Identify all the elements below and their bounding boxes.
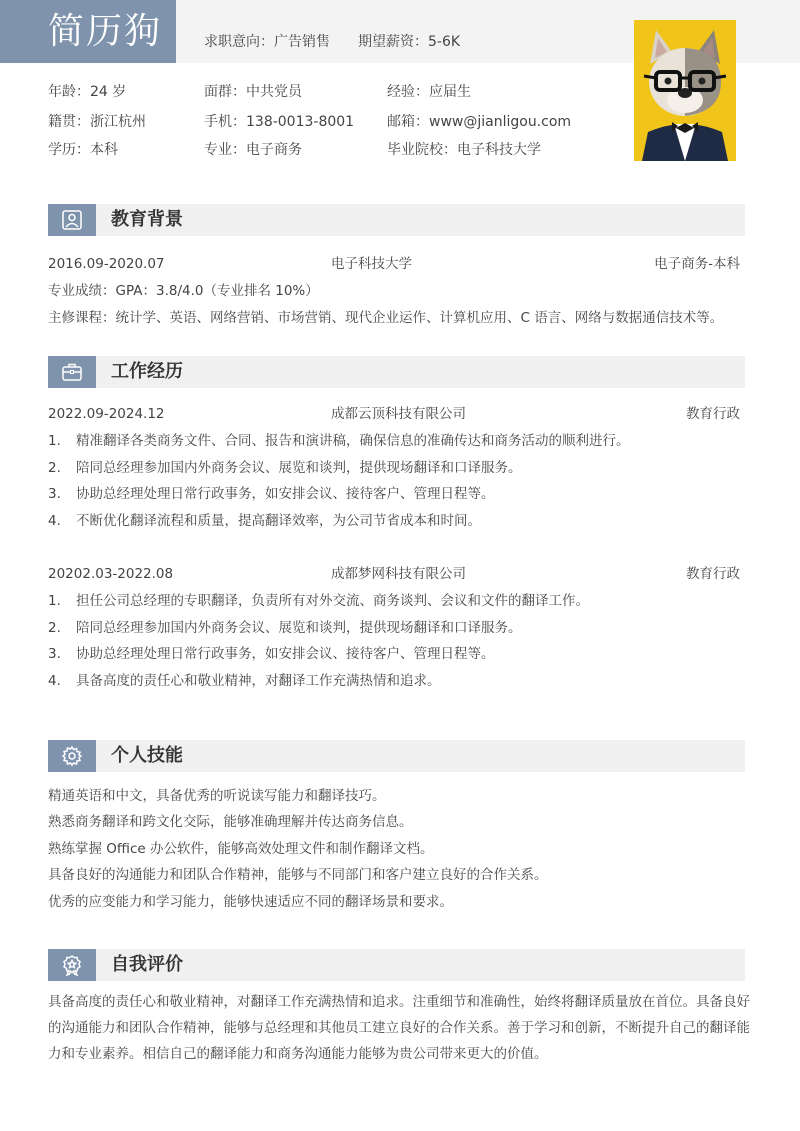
skill-item: 精通英语和中文，具备优秀的听说读写能力和翻译技巧。 — [48, 788, 386, 804]
education-major: 电子商务-本科 — [654, 256, 740, 272]
info-degree: 学历：本科 — [48, 142, 118, 158]
job-row — [48, 404, 745, 424]
education-row — [48, 254, 745, 274]
job-duty: 1. 担任公司总经理的专职翻译，负责所有对外交流、商务谈判、会议和文件的翻译工作。 — [48, 593, 589, 609]
expected-salary: 期望薪资：5-6K — [358, 34, 461, 50]
job-duty: 2. 陪同总经理参加国内外商务会议、展览和谈判，提供现场翻译和口译服务。 — [48, 620, 522, 636]
education-gpa: 专业成绩：GPA：3.8/4.0（专业排名 10%） — [48, 283, 319, 299]
job-period: 2022.09-2024.12 — [48, 406, 165, 422]
section-work-header — [48, 356, 745, 388]
skill-item: 熟练掌握 Office 办公软件，能够高效处理文件和制作翻译文档。 — [48, 841, 434, 857]
info-email: 邮箱：www@jianligou.com — [387, 114, 572, 130]
skill-item: 具备良好的沟通能力和团队合作精神，能够与不同部门和客户建立良好的合作关系。 — [48, 867, 548, 883]
info-phone: 手机：138-0013-8001 — [204, 114, 355, 130]
badge-icon — [48, 949, 96, 981]
job-company: 成都云顶科技有限公司 — [331, 406, 466, 422]
job-period: 20202.03-2022.08 — [48, 566, 174, 582]
education-courses: 主修课程：统计学、英语、网络营销、市场营销、现代企业运作、计算机应用、C 语言、网络与数据通信技术等。 — [48, 310, 724, 326]
job-duty: 3. 协助总经理处理日常行政事务，如安排会议、接待客户、管理日程等。 — [48, 646, 495, 662]
info-politics: 面群：中共党员 — [204, 84, 302, 100]
job-intent: 求职意向：广告销售 — [204, 34, 330, 50]
section-work-title: 工作经历 — [111, 361, 183, 382]
section-education-header — [48, 204, 745, 236]
info-age: 年龄：24 岁 — [48, 84, 127, 100]
section-skills-header — [48, 740, 745, 772]
id-card-icon — [48, 204, 96, 236]
section-self-eval-title: 自我评价 — [111, 954, 183, 975]
section-self-eval-header — [48, 949, 745, 981]
job-duty: 4. 具备高度的责任心和敬业精神，对翻译工作充满热情和追求。 — [48, 673, 441, 689]
info-experience: 经验：应届生 — [387, 84, 471, 100]
job-role: 教育行政 — [686, 566, 740, 582]
job-duty: 4. 不断优化翻译流程和质量，提高翻译效率，为公司节省成本和时间。 — [48, 513, 481, 529]
brand-logo-text: 简历狗 — [0, 0, 176, 63]
section-education-title: 教育背景 — [111, 209, 183, 230]
job-row — [48, 564, 745, 584]
skill-item: 熟悉商务翻译和跨文化交际，能够准确理解并传达商务信息。 — [48, 814, 413, 830]
job-duty: 2. 陪同总经理参加国内外商务会议、展览和谈判，提供现场翻译和口译服务。 — [48, 460, 522, 476]
info-major: 专业：电子商务 — [204, 142, 302, 158]
skill-item: 优秀的应变能力和学习能力，能够快速适应不同的翻译场景和要求。 — [48, 894, 453, 910]
profile-photo — [634, 20, 736, 161]
job-duty: 1. 精准翻译各类商务文件、合同、报告和演讲稿，确保信息的准确传达和商务活动的顺利进行。 — [48, 433, 630, 449]
job-company: 成都梦网科技有限公司 — [331, 566, 466, 582]
info-hometown: 籍贯：浙江杭州 — [48, 114, 146, 130]
education-period: 2016.09-2020.07 — [48, 256, 165, 272]
section-skills-title: 个人技能 — [111, 745, 183, 766]
job-role: 教育行政 — [686, 406, 740, 422]
gear-icon — [48, 740, 96, 772]
info-school: 毕业院校：电子科技大学 — [387, 142, 541, 158]
job-duty: 3. 协助总经理处理日常行政事务，如安排会议、接待客户、管理日程等。 — [48, 486, 495, 502]
education-school: 电子科技大学 — [331, 256, 412, 272]
briefcase-icon — [48, 356, 96, 388]
self-eval-text: 具备高度的责任心和敬业精神，对翻译工作充满热情和追求。注重细节和准确性，始终将翻译质量放在首位。具备良好的沟通能力和团队合作精神，能够与总经理和其他员工建立良好的合作关系。善于学习和创新，不断提升自己的翻译能力和专业素养。相信自己的翻译能力和商务沟通能力能够为贵公司带来更大的价值。 — [48, 994, 750, 1062]
